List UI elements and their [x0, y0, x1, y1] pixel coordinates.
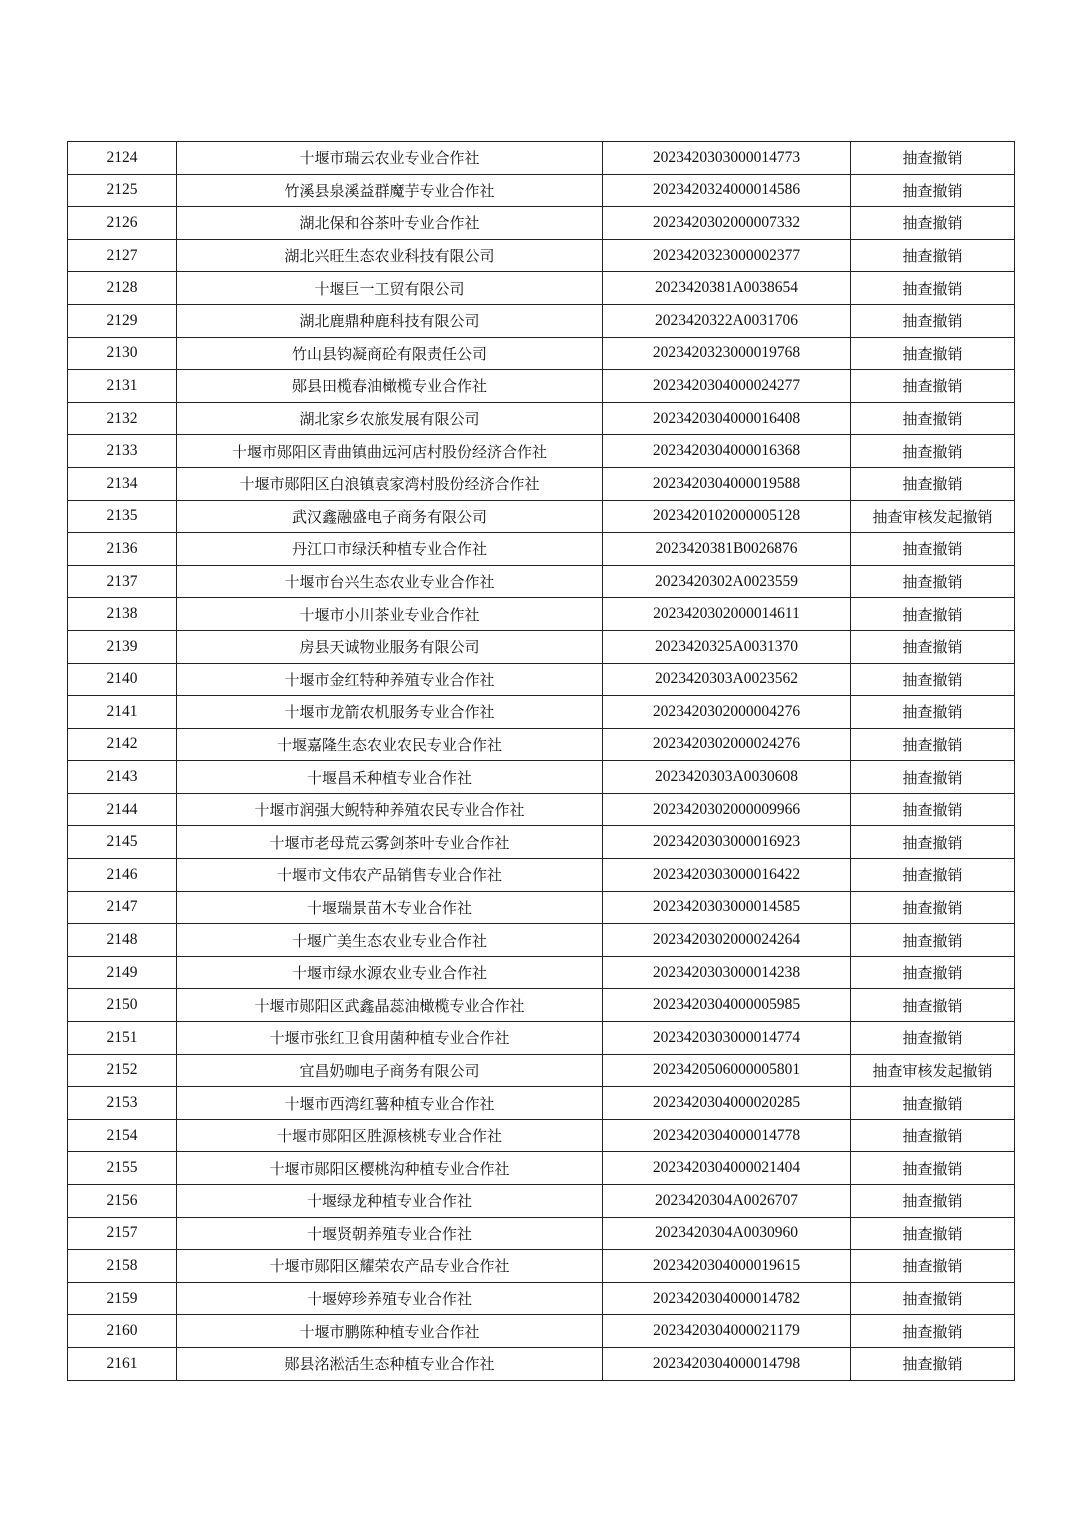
- status-cell: 抽查撤销: [851, 663, 1015, 696]
- row-number-cell: 2126: [68, 207, 177, 240]
- row-number-cell: 2161: [68, 1347, 177, 1380]
- status-cell: 抽查撤销: [851, 1022, 1015, 1055]
- table-row: [68, 891, 1015, 924]
- entity-name-cell: 郧县洺淞活生态种植专业合作社: [177, 1347, 603, 1380]
- registration-code-cell: 2023420303000016923: [603, 826, 851, 859]
- status-cell: 抽查撤销: [851, 1347, 1015, 1380]
- table-row: [68, 337, 1015, 370]
- status-cell: 抽查撤销: [851, 142, 1015, 175]
- row-number-cell: 2158: [68, 1250, 177, 1283]
- row-number-cell: 2136: [68, 533, 177, 566]
- entity-name-cell: 十堰市郧阳区青曲镇曲远河店村股份经济合作社: [177, 435, 603, 468]
- status-cell: 抽查撤销: [851, 1119, 1015, 1152]
- status-cell: 抽查撤销: [851, 1315, 1015, 1348]
- registration-code-cell: 2023420302000024276: [603, 728, 851, 761]
- table-row: [68, 533, 1015, 566]
- table-row: [68, 239, 1015, 272]
- entity-name-cell: 十堰市郧阳区樱桃沟种植专业合作社: [177, 1152, 603, 1185]
- row-number-cell: 2128: [68, 272, 177, 305]
- table-row: [68, 1315, 1015, 1348]
- registration-code-cell: 2023420302A0023559: [603, 565, 851, 598]
- status-cell: 抽查撤销: [851, 989, 1015, 1022]
- status-cell: 抽查撤销: [851, 533, 1015, 566]
- registration-code-cell: 2023420304000024277: [603, 370, 851, 403]
- entity-name-cell: 竹山县钧凝商砼有限责任公司: [177, 337, 603, 370]
- registration-code-cell: 2023420324000014586: [603, 174, 851, 207]
- row-number-cell: 2134: [68, 467, 177, 500]
- entity-name-cell: 十堰市金红特种养殖专业合作社: [177, 663, 603, 696]
- registration-code-cell: 2023420303000014774: [603, 1022, 851, 1055]
- row-number-cell: 2133: [68, 435, 177, 468]
- table-row: [68, 663, 1015, 696]
- row-number-cell: 2142: [68, 728, 177, 761]
- table-row: [68, 1119, 1015, 1152]
- table-row: [68, 598, 1015, 631]
- status-cell: 抽查撤销: [851, 1282, 1015, 1315]
- entity-name-cell: 湖北家乡农旅发展有限公司: [177, 402, 603, 435]
- entity-name-cell: 十堰市文伟农产品销售专业合作社: [177, 859, 603, 892]
- status-cell: 抽查撤销: [851, 728, 1015, 761]
- table-row: [68, 793, 1015, 826]
- registration-code-cell: 2023420302000007332: [603, 207, 851, 240]
- status-cell: 抽查撤销: [851, 207, 1015, 240]
- entity-name-cell: 十堰绿龙种植专业合作社: [177, 1185, 603, 1218]
- table-row: [68, 1185, 1015, 1218]
- registration-code-cell: 2023420304000005985: [603, 989, 851, 1022]
- row-number-cell: 2152: [68, 1054, 177, 1087]
- row-number-cell: 2127: [68, 239, 177, 272]
- registration-code-cell: 2023420302000004276: [603, 696, 851, 729]
- row-number-cell: 2156: [68, 1185, 177, 1218]
- status-cell: 抽查撤销: [851, 630, 1015, 663]
- registration-code-cell: 2023420303000014585: [603, 891, 851, 924]
- table-row: [68, 859, 1015, 892]
- row-number-cell: 2124: [68, 142, 177, 175]
- row-number-cell: 2130: [68, 337, 177, 370]
- registration-code-cell: 2023420303000014773: [603, 142, 851, 175]
- row-number-cell: 2154: [68, 1119, 177, 1152]
- table-row: [68, 1022, 1015, 1055]
- status-cell: 抽查撤销: [851, 859, 1015, 892]
- table-row: [68, 989, 1015, 1022]
- registration-code-cell: 2023420304000014782: [603, 1282, 851, 1315]
- registration-code-cell: 2023420323000002377: [603, 239, 851, 272]
- row-number-cell: 2155: [68, 1152, 177, 1185]
- row-number-cell: 2138: [68, 598, 177, 631]
- entity-name-cell: 武汉鑫融盛电子商务有限公司: [177, 500, 603, 533]
- entity-name-cell: 十堰市张红卫食用菌种植专业合作社: [177, 1022, 603, 1055]
- row-number-cell: 2149: [68, 956, 177, 989]
- entity-name-cell: 湖北保和谷茶叶专业合作社: [177, 207, 603, 240]
- entity-name-cell: 宜昌奶咖电子商务有限公司: [177, 1054, 603, 1087]
- status-cell: 抽查撤销: [851, 239, 1015, 272]
- table-row: [68, 1282, 1015, 1315]
- table-row: [68, 304, 1015, 337]
- table-row: [68, 728, 1015, 761]
- row-number-cell: 2143: [68, 761, 177, 794]
- status-cell: 抽查撤销: [851, 402, 1015, 435]
- registration-code-cell: 2023420303A0030608: [603, 761, 851, 794]
- entity-name-cell: 湖北兴旺生态农业科技有限公司: [177, 239, 603, 272]
- status-cell: 抽查撤销: [851, 793, 1015, 826]
- status-cell: 抽查撤销: [851, 761, 1015, 794]
- entity-name-cell: 十堰嘉隆生态农业农民专业合作社: [177, 728, 603, 761]
- row-number-cell: 2145: [68, 826, 177, 859]
- row-number-cell: 2151: [68, 1022, 177, 1055]
- entity-name-cell: 十堰市台兴生态农业专业合作社: [177, 565, 603, 598]
- revocation-list-table: [67, 141, 1015, 1381]
- entity-name-cell: 十堰市小川茶业专业合作社: [177, 598, 603, 631]
- status-cell: 抽查撤销: [851, 272, 1015, 305]
- status-cell: 抽查审核发起撤销: [851, 500, 1015, 533]
- entity-name-cell: 房县天诚物业服务有限公司: [177, 630, 603, 663]
- entity-name-cell: 十堰市龙箭农机服务专业合作社: [177, 696, 603, 729]
- row-number-cell: 2150: [68, 989, 177, 1022]
- row-number-cell: 2159: [68, 1282, 177, 1315]
- table-row: [68, 1217, 1015, 1250]
- status-cell: 抽查撤销: [851, 826, 1015, 859]
- table-row: [68, 1347, 1015, 1380]
- row-number-cell: 2147: [68, 891, 177, 924]
- registration-code-cell: 2023420302000009966: [603, 793, 851, 826]
- registration-code-cell: 2023420304A0026707: [603, 1185, 851, 1218]
- table-row: [68, 272, 1015, 305]
- entity-name-cell: 十堰婷珍养殖专业合作社: [177, 1282, 603, 1315]
- registration-code-cell: 2023420304000014778: [603, 1119, 851, 1152]
- row-number-cell: 2125: [68, 174, 177, 207]
- table-row: [68, 174, 1015, 207]
- row-number-cell: 2153: [68, 1087, 177, 1120]
- status-cell: 抽查撤销: [851, 1087, 1015, 1120]
- registration-code-cell: 2023420323000019768: [603, 337, 851, 370]
- entity-name-cell: 十堰瑞景苗木专业合作社: [177, 891, 603, 924]
- status-cell: 抽查撤销: [851, 370, 1015, 403]
- status-cell: 抽查撤销: [851, 598, 1015, 631]
- entity-name-cell: 湖北鹿鼎种鹿科技有限公司: [177, 304, 603, 337]
- table-row: [68, 370, 1015, 403]
- row-number-cell: 2160: [68, 1315, 177, 1348]
- status-cell: 抽查撤销: [851, 956, 1015, 989]
- entity-name-cell: 十堰市老母荒云雾剑茶叶专业合作社: [177, 826, 603, 859]
- table-row: [68, 142, 1015, 175]
- row-number-cell: 2141: [68, 696, 177, 729]
- registration-code-cell: 2023420304000016408: [603, 402, 851, 435]
- entity-name-cell: 丹江口市绿沃种植专业合作社: [177, 533, 603, 566]
- registration-code-cell: 2023420304000021404: [603, 1152, 851, 1185]
- table-row: [68, 467, 1015, 500]
- status-cell: 抽查撤销: [851, 924, 1015, 957]
- entity-name-cell: 十堰贤朝养殖专业合作社: [177, 1217, 603, 1250]
- registration-code-cell: 2023420304000019615: [603, 1250, 851, 1283]
- registration-code-cell: 2023420325A0031370: [603, 630, 851, 663]
- status-cell: 抽查撤销: [851, 565, 1015, 598]
- registration-code-cell: 2023420381A0038654: [603, 272, 851, 305]
- entity-name-cell: 十堰市郧阳区耀荣农产品专业合作社: [177, 1250, 603, 1283]
- registration-code-cell: 2023420302000014611: [603, 598, 851, 631]
- status-cell: 抽查撤销: [851, 696, 1015, 729]
- entity-name-cell: 郧县田榄春油橄榄专业合作社: [177, 370, 603, 403]
- table-row: [68, 1087, 1015, 1120]
- row-number-cell: 2132: [68, 402, 177, 435]
- table-row: [68, 826, 1015, 859]
- registration-code-cell: 2023420303000016422: [603, 859, 851, 892]
- status-cell: 抽查撤销: [851, 337, 1015, 370]
- entity-name-cell: 十堰广美生态农业专业合作社: [177, 924, 603, 957]
- table-row: [68, 1250, 1015, 1283]
- registration-code-cell: 2023420303000014238: [603, 956, 851, 989]
- entity-name-cell: 竹溪县泉溪益群魔芋专业合作社: [177, 174, 603, 207]
- entity-name-cell: 十堰市郧阳区白浪镇袁家湾村股份经济合作社: [177, 467, 603, 500]
- entity-name-cell: 十堰昌禾种植专业合作社: [177, 761, 603, 794]
- status-cell: 抽查撤销: [851, 304, 1015, 337]
- status-cell: 抽查撤销: [851, 435, 1015, 468]
- row-number-cell: 2144: [68, 793, 177, 826]
- entity-name-cell: 十堰市绿水源农业专业合作社: [177, 956, 603, 989]
- status-cell: 抽查撤销: [851, 1152, 1015, 1185]
- status-cell: 抽查撤销: [851, 1217, 1015, 1250]
- table-row: [68, 565, 1015, 598]
- row-number-cell: 2148: [68, 924, 177, 957]
- registration-code-cell: 2023420303A0023562: [603, 663, 851, 696]
- registration-code-cell: 2023420304000020285: [603, 1087, 851, 1120]
- entity-name-cell: 十堰市瑞云农业专业合作社: [177, 142, 603, 175]
- table-row: [68, 207, 1015, 240]
- registration-code-cell: 2023420102000005128: [603, 500, 851, 533]
- row-number-cell: 2139: [68, 630, 177, 663]
- registration-code-cell: 2023420304000016368: [603, 435, 851, 468]
- status-cell: 抽查撤销: [851, 467, 1015, 500]
- registration-code-cell: 2023420304000019588: [603, 467, 851, 500]
- row-number-cell: 2146: [68, 859, 177, 892]
- registration-code-cell: 2023420304A0030960: [603, 1217, 851, 1250]
- table-row: [68, 956, 1015, 989]
- table-body: [68, 142, 1015, 1381]
- row-number-cell: 2140: [68, 663, 177, 696]
- row-number-cell: 2137: [68, 565, 177, 598]
- row-number-cell: 2131: [68, 370, 177, 403]
- table-row: [68, 696, 1015, 729]
- row-number-cell: 2135: [68, 500, 177, 533]
- entity-name-cell: 十堰市润强大鲵特种养殖农民专业合作社: [177, 793, 603, 826]
- table-row: [68, 761, 1015, 794]
- table-row: [68, 1054, 1015, 1087]
- table-row: [68, 924, 1015, 957]
- registration-code-cell: 2023420381B0026876: [603, 533, 851, 566]
- table-row: [68, 402, 1015, 435]
- registration-code-cell: 2023420322A0031706: [603, 304, 851, 337]
- registration-code-cell: 2023420304000021179: [603, 1315, 851, 1348]
- entity-name-cell: 十堰市郧阳区胜源核桃专业合作社: [177, 1119, 603, 1152]
- status-cell: 抽查撤销: [851, 1250, 1015, 1283]
- registration-code-cell: 2023420304000014798: [603, 1347, 851, 1380]
- row-number-cell: 2129: [68, 304, 177, 337]
- status-cell: 抽查撤销: [851, 1185, 1015, 1218]
- status-cell: 抽查审核发起撤销: [851, 1054, 1015, 1087]
- entity-name-cell: 十堰市郧阳区武鑫晶蕊油橄榄专业合作社: [177, 989, 603, 1022]
- table-row: [68, 630, 1015, 663]
- registration-code-cell: 2023420302000024264: [603, 924, 851, 957]
- row-number-cell: 2157: [68, 1217, 177, 1250]
- table-row: [68, 435, 1015, 468]
- table-row: [68, 500, 1015, 533]
- status-cell: 抽查撤销: [851, 891, 1015, 924]
- table-row: [68, 1152, 1015, 1185]
- registration-code-cell: 2023420506000005801: [603, 1054, 851, 1087]
- status-cell: 抽查撤销: [851, 174, 1015, 207]
- entity-name-cell: 十堰巨一工贸有限公司: [177, 272, 603, 305]
- entity-name-cell: 十堰市鹏陈种植专业合作社: [177, 1315, 603, 1348]
- entity-name-cell: 十堰市西湾红薯种植专业合作社: [177, 1087, 603, 1120]
